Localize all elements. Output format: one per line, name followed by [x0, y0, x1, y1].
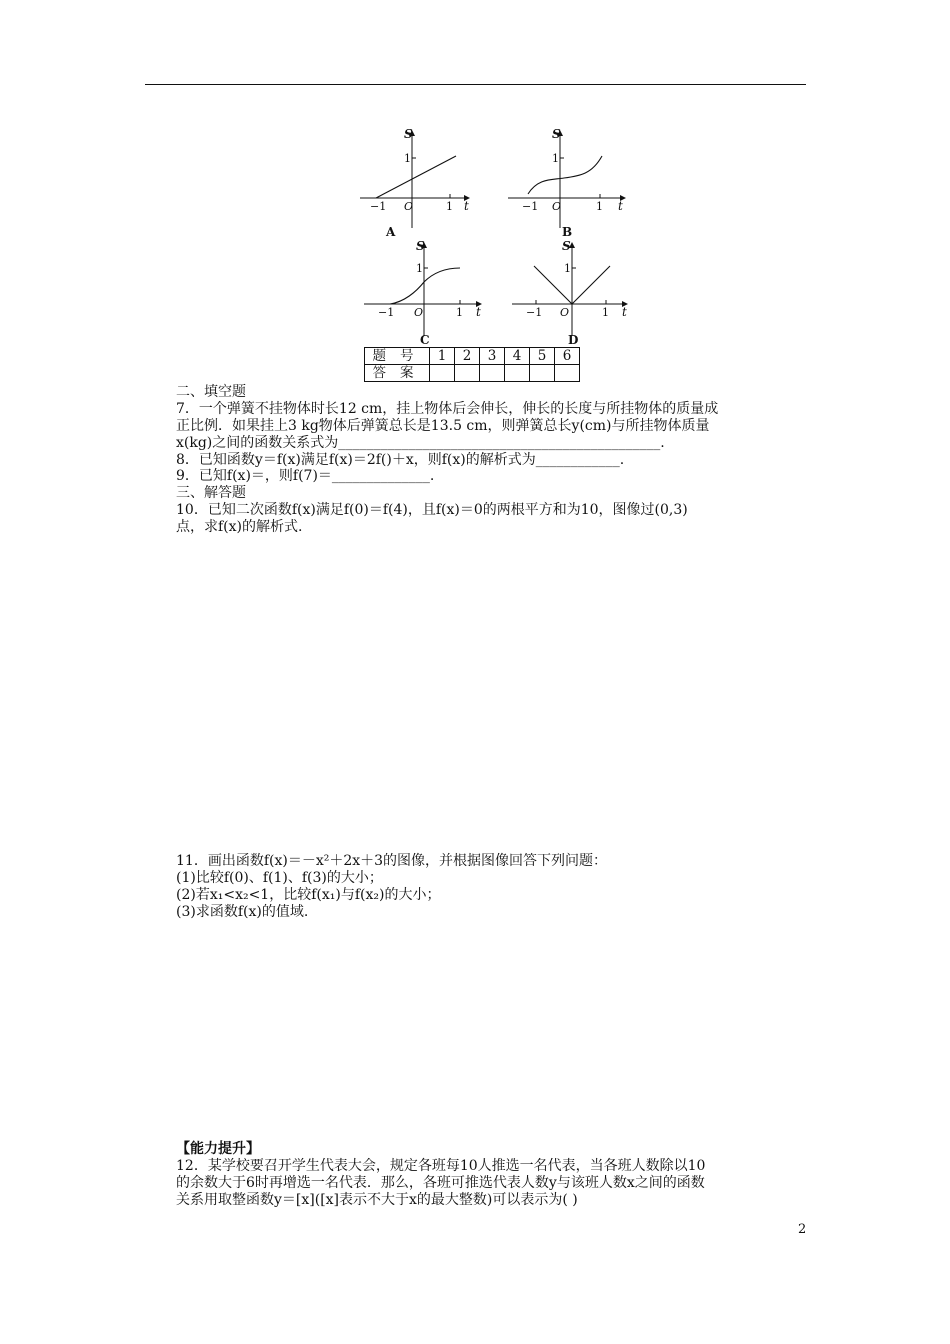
answer-cell[interactable]	[430, 365, 455, 382]
answer-number: 5	[530, 348, 555, 365]
graph-b-curve	[528, 156, 602, 194]
question-12-line-1: 12．某学校要召开学生代表大会，规定各班每10人推选一名代表，当各班人数除以10	[176, 1158, 706, 1174]
graph-a	[360, 128, 480, 244]
question-8: 8．已知函数y＝f(x)满足f(x)＝2f()＋x，则f(x)的解析式为____________.	[176, 452, 625, 468]
question-11-part-1: (1)比较f(0)、f(1)、f(3)的大小；	[176, 870, 383, 886]
question-7-line-2: 正比例．如果挂上3 kg物体后弹簧总长是13.5 cm，则弹簧总长y(cm)与所挂物体质量	[176, 418, 710, 434]
answer-number: 2	[455, 348, 480, 365]
answer-cell[interactable]	[530, 365, 555, 382]
graph-d	[512, 240, 636, 358]
section-heading: 二、填空题	[176, 384, 246, 400]
tick-neg-one: −1	[522, 200, 539, 213]
answer-number: 6	[555, 348, 580, 365]
axis-t-label: t	[464, 199, 469, 213]
answer-cell[interactable]	[555, 365, 580, 382]
header-rule	[145, 84, 806, 85]
tick-one-x: 1	[602, 306, 609, 319]
graph-b	[508, 128, 628, 244]
page-number: 2	[798, 1222, 807, 1237]
answer-table-row	[365, 348, 580, 365]
answer-table-row	[365, 365, 580, 382]
axis-s-label: S	[404, 127, 413, 141]
question-11: 11．画出函数f(x)＝－x²＋2x＋3的图像，并根据图像回答下列问题：	[176, 853, 608, 869]
question-11-part-3: (3)求函数f(x)的值域.	[176, 904, 309, 920]
tick-one-x: 1	[596, 200, 603, 213]
section-heading: 三、解答题	[176, 485, 246, 501]
graph-c-curve	[390, 268, 460, 304]
origin-label: O	[404, 200, 414, 213]
tick-neg-one: −1	[526, 306, 543, 319]
answer-number: 1	[430, 348, 455, 365]
section-heading: 【能力提升】	[176, 1141, 260, 1157]
tick-one-y: 1	[552, 152, 559, 165]
answer-table-head: 题号	[365, 348, 430, 365]
origin-label: O	[414, 306, 424, 319]
question-11-part-2: (2)若x₁<x₂<1，比较f(x₁)与f(x₂)的大小；	[176, 887, 441, 903]
tick-one-y: 1	[564, 262, 571, 275]
question-10-line-2: 点，求f(x)的解析式.	[176, 519, 303, 535]
origin-label: O	[560, 306, 570, 319]
graph-letter: B	[562, 225, 573, 239]
answer-cell[interactable]	[455, 365, 480, 382]
answer-table-head: 答案	[365, 365, 430, 382]
graph-a-curve	[376, 156, 456, 198]
axis-s-label: S	[552, 127, 561, 141]
graph-letter: C	[420, 333, 430, 347]
question-10-line-1: 10．已知二次函数f(x)满足f(0)＝f(4)，且f(x)＝0的两根平方和为10，图像过(0,3)	[176, 502, 688, 518]
tick-one-x: 1	[456, 306, 463, 319]
tick-one-y: 1	[404, 152, 411, 165]
answer-cell[interactable]	[480, 365, 505, 382]
question-7-line-3: x(kg)之间的函数关系式为______________________________________________.	[176, 435, 665, 451]
answer-table	[364, 347, 580, 382]
axis-s-label: S	[562, 239, 571, 253]
axis-t-label: t	[476, 305, 481, 319]
question-12-line-3: 关系用取整函数y＝[x]([x]表示不大于x的最大整数)可以表示为( )	[176, 1192, 578, 1208]
tick-neg-one: −1	[370, 200, 387, 213]
answer-number: 3	[480, 348, 505, 365]
answer-cell[interactable]	[505, 365, 530, 382]
question-12-line-2: 的余数大于6时再增选一名代表．那么，各班可推选代表人数y与该班人数x之间的函数	[176, 1175, 705, 1191]
graph-letter: A	[386, 225, 396, 239]
axis-t-label: t	[618, 199, 623, 213]
graph-c	[364, 240, 488, 358]
question-7-line-1: 7．一个弹簧不挂物体时长12 cm，挂上物体后会伸长，伸长的长度与所挂物体的质量成	[176, 401, 719, 417]
tick-one-y: 1	[416, 262, 423, 275]
graph-letter: D	[568, 333, 579, 347]
axis-s-label: S	[416, 239, 425, 253]
axis-t-label: t	[622, 305, 627, 319]
tick-one-x: 1	[446, 200, 453, 213]
answer-number: 4	[505, 348, 530, 365]
origin-label: O	[552, 200, 562, 213]
question-9: 9．已知f(x)＝，则f(7)＝______________.	[176, 468, 435, 484]
tick-neg-one: −1	[378, 306, 395, 319]
